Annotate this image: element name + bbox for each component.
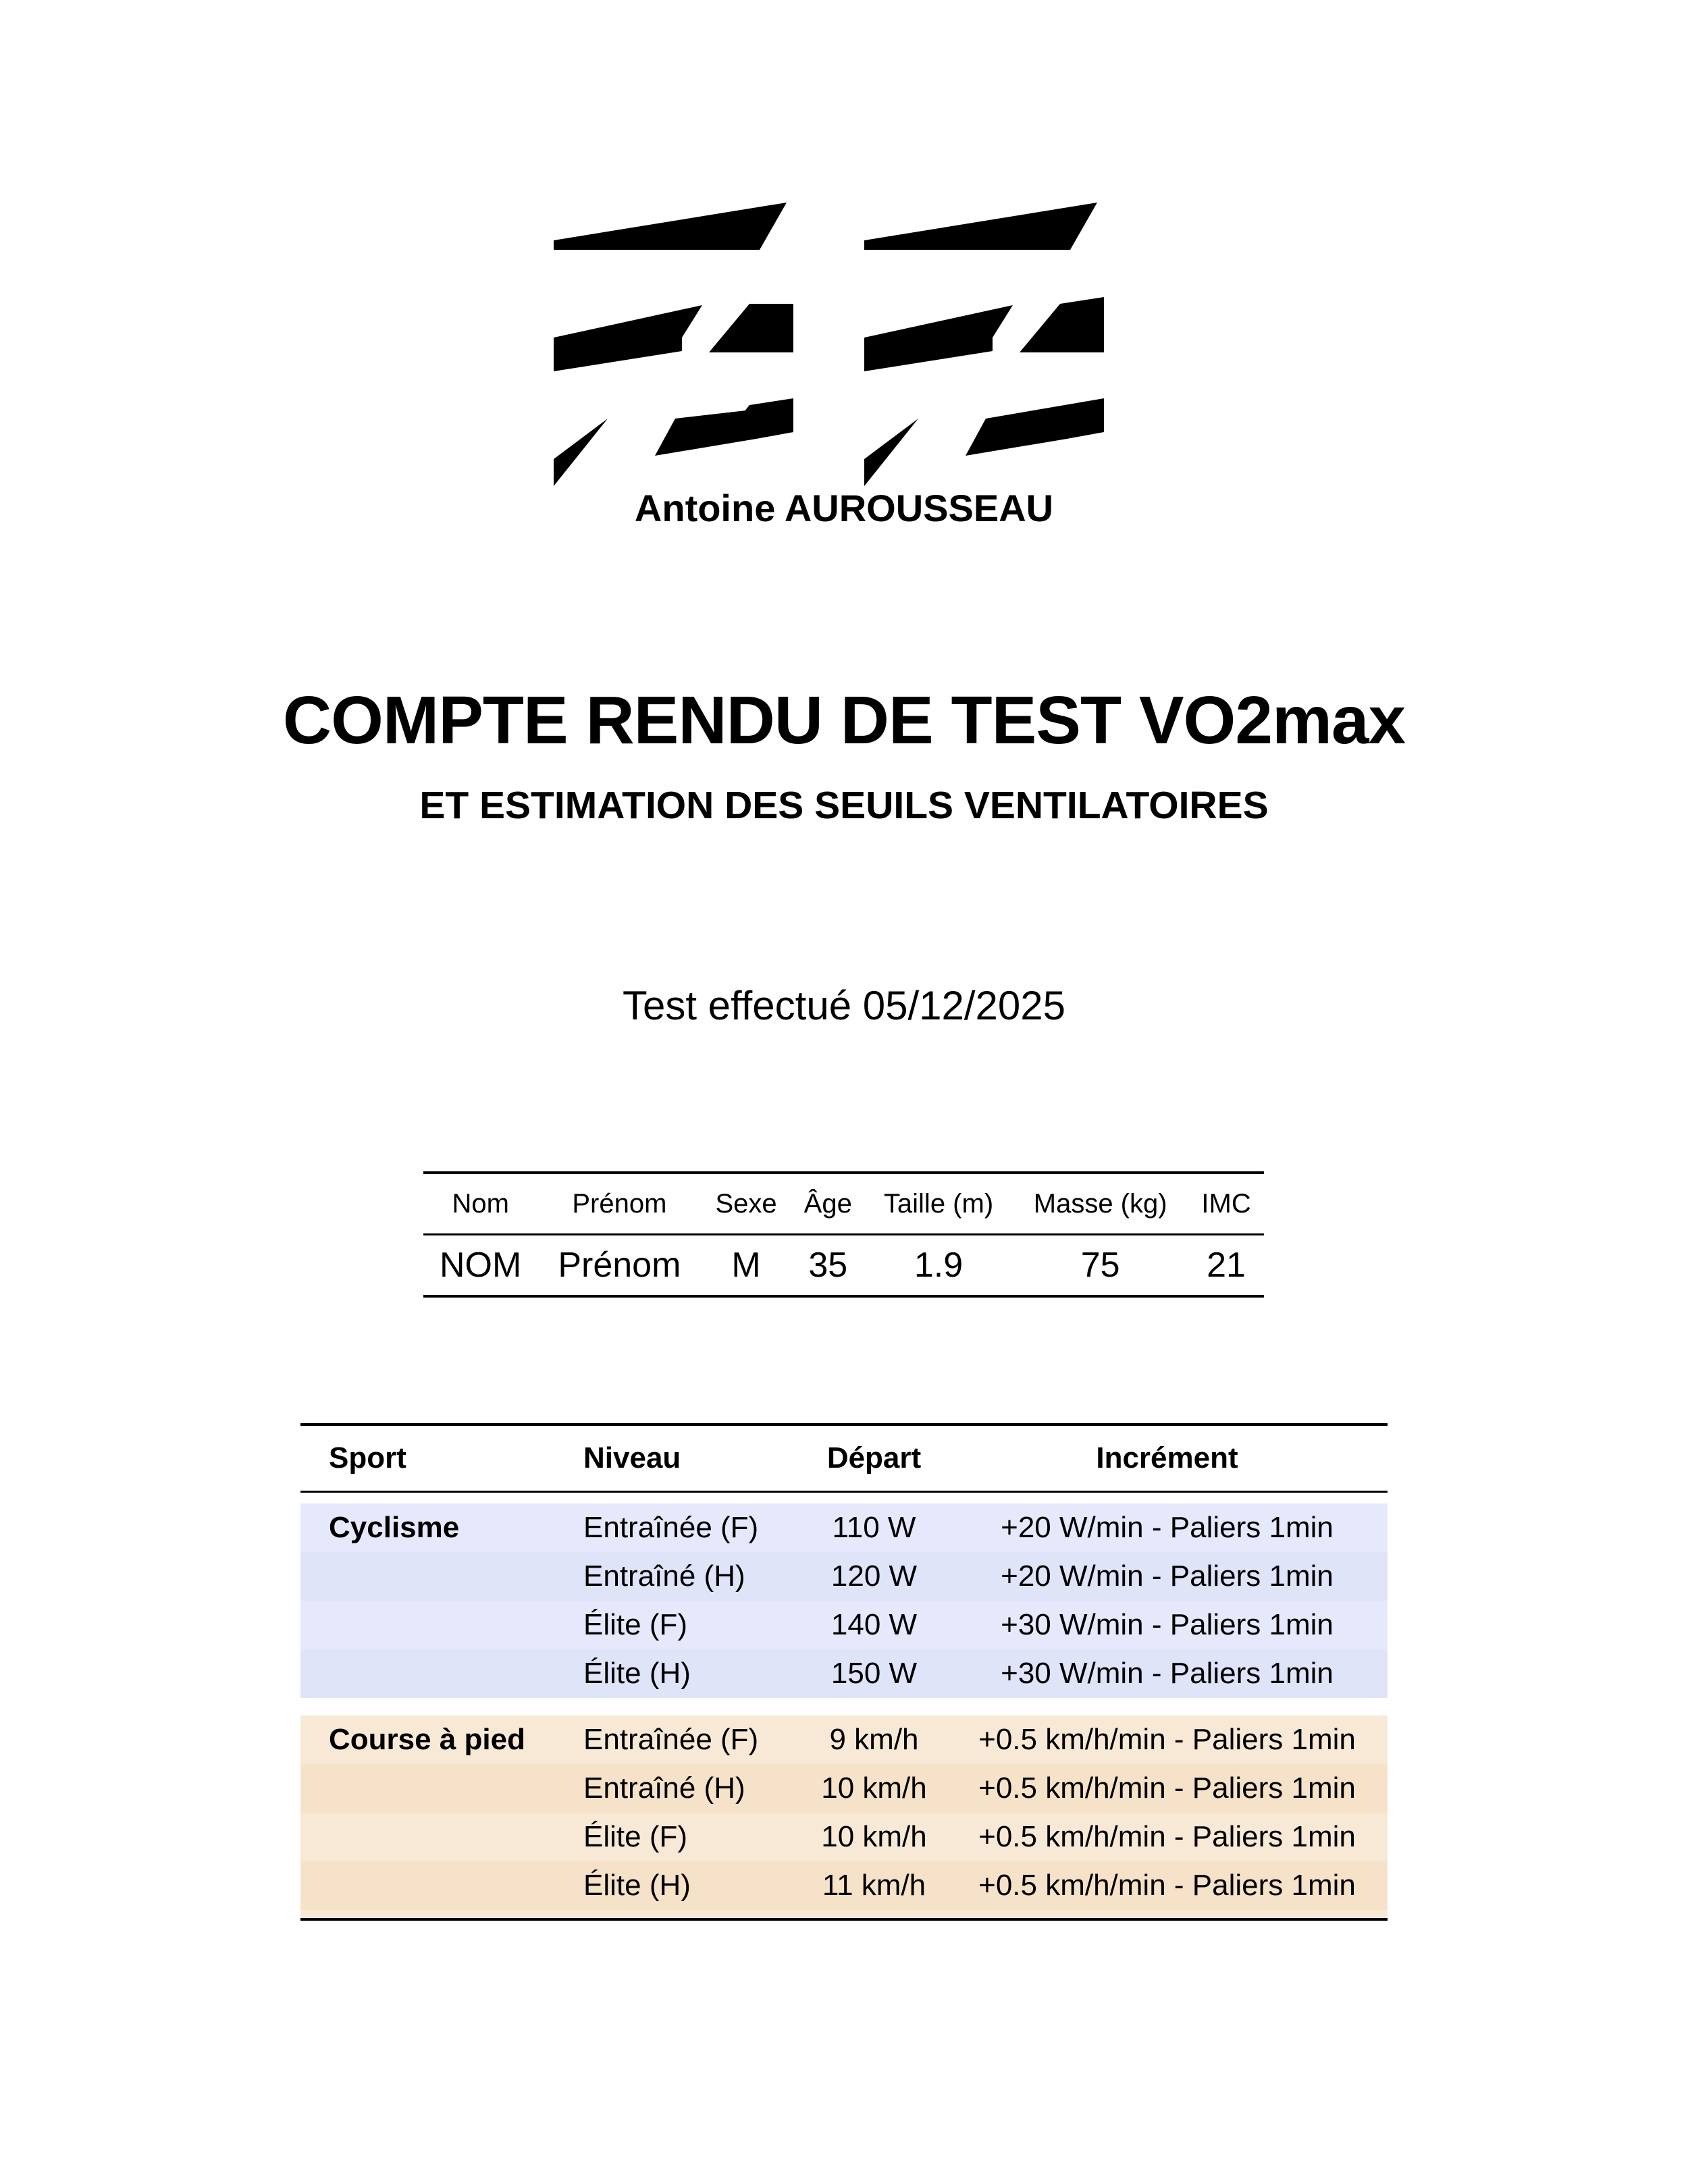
table-row xyxy=(300,1715,1388,1764)
header-increment: Incrément xyxy=(947,1424,1388,1492)
patient-value-row xyxy=(423,1235,1264,1297)
test-date: Test effectué 05/12/2025 xyxy=(622,983,1066,1028)
header-taille: Taille (m) xyxy=(865,1173,1012,1235)
depart-cell: 150 W xyxy=(801,1649,947,1698)
header-imc: IMC xyxy=(1188,1173,1264,1235)
increment-cell: +0.5 km/h/min - Paliers 1min xyxy=(947,1764,1388,1813)
header-niveau: Niveau xyxy=(583,1424,801,1492)
depart-cell: 120 W xyxy=(801,1552,947,1601)
patient-header-row xyxy=(423,1173,1264,1235)
depart-cell: 140 W xyxy=(801,1601,947,1649)
depart-cell: 10 km/h xyxy=(801,1813,947,1861)
table-row xyxy=(300,1503,1388,1552)
header-age: Âge xyxy=(791,1173,865,1235)
header-sexe: Sexe xyxy=(701,1173,791,1235)
value-imc: 21 xyxy=(1188,1235,1264,1297)
depart-cell: 11 km/h xyxy=(801,1861,947,1910)
aa-logo-icon xyxy=(554,203,1121,500)
header-nom: Nom xyxy=(423,1173,537,1235)
table-row xyxy=(300,1861,1388,1910)
table-row xyxy=(300,1764,1388,1813)
niveau-cell: Élite (F) xyxy=(583,1601,801,1649)
value-age: 35 xyxy=(791,1235,865,1297)
increment-cell: +0.5 km/h/min - Paliers 1min xyxy=(947,1813,1388,1861)
value-prenom: Prénom xyxy=(537,1235,701,1297)
value-taille: 1.9 xyxy=(865,1235,1012,1297)
sport-label: Course à pied xyxy=(300,1715,583,1764)
value-masse: 75 xyxy=(1012,1235,1188,1297)
page-subtitle: ET ESTIMATION DES SEUILS VENTILATOIRES xyxy=(419,784,1269,827)
header-depart: Départ xyxy=(801,1424,947,1492)
value-sexe: M xyxy=(701,1235,791,1297)
table-row xyxy=(300,1649,1388,1698)
niveau-cell: Entraînée (F) xyxy=(583,1715,801,1764)
table-row xyxy=(300,1601,1388,1649)
value-nom: NOM xyxy=(423,1235,537,1297)
niveau-cell: Entraînée (F) xyxy=(583,1503,801,1552)
header-prenom: Prénom xyxy=(537,1173,701,1235)
depart-cell: 110 W xyxy=(801,1503,947,1552)
increment-cell: +0.5 km/h/min - Paliers 1min xyxy=(947,1715,1388,1764)
depart-cell: 10 km/h xyxy=(801,1764,947,1813)
increment-cell: +20 W/min - Paliers 1min xyxy=(947,1503,1388,1552)
protocol-table xyxy=(300,1423,1388,1921)
increment-cell: +30 W/min - Paliers 1min xyxy=(947,1649,1388,1698)
niveau-cell: Élite (H) xyxy=(583,1649,801,1698)
increment-cell: +30 W/min - Paliers 1min xyxy=(947,1601,1388,1649)
author-name: Antoine AUROUSSEAU xyxy=(634,487,1054,529)
page-title: COMPTE RENDU DE TEST VO2max xyxy=(282,683,1406,758)
protocol-header-row xyxy=(300,1424,1388,1492)
table-row xyxy=(300,1552,1388,1601)
increment-cell: +20 W/min - Paliers 1min xyxy=(947,1552,1388,1601)
header-masse: Masse (kg) xyxy=(1012,1173,1188,1235)
increment-cell: +0.5 km/h/min - Paliers 1min xyxy=(947,1861,1388,1910)
niveau-cell: Entraîné (H) xyxy=(583,1552,801,1601)
header-sport: Sport xyxy=(300,1424,583,1492)
depart-cell: 9 km/h xyxy=(801,1715,947,1764)
niveau-cell: Élite (H) xyxy=(583,1861,801,1910)
table-row xyxy=(300,1813,1388,1861)
niveau-cell: Élite (F) xyxy=(583,1813,801,1861)
patient-table xyxy=(423,1171,1264,1298)
sport-label: Cyclisme xyxy=(300,1503,583,1552)
niveau-cell: Entraîné (H) xyxy=(583,1764,801,1813)
